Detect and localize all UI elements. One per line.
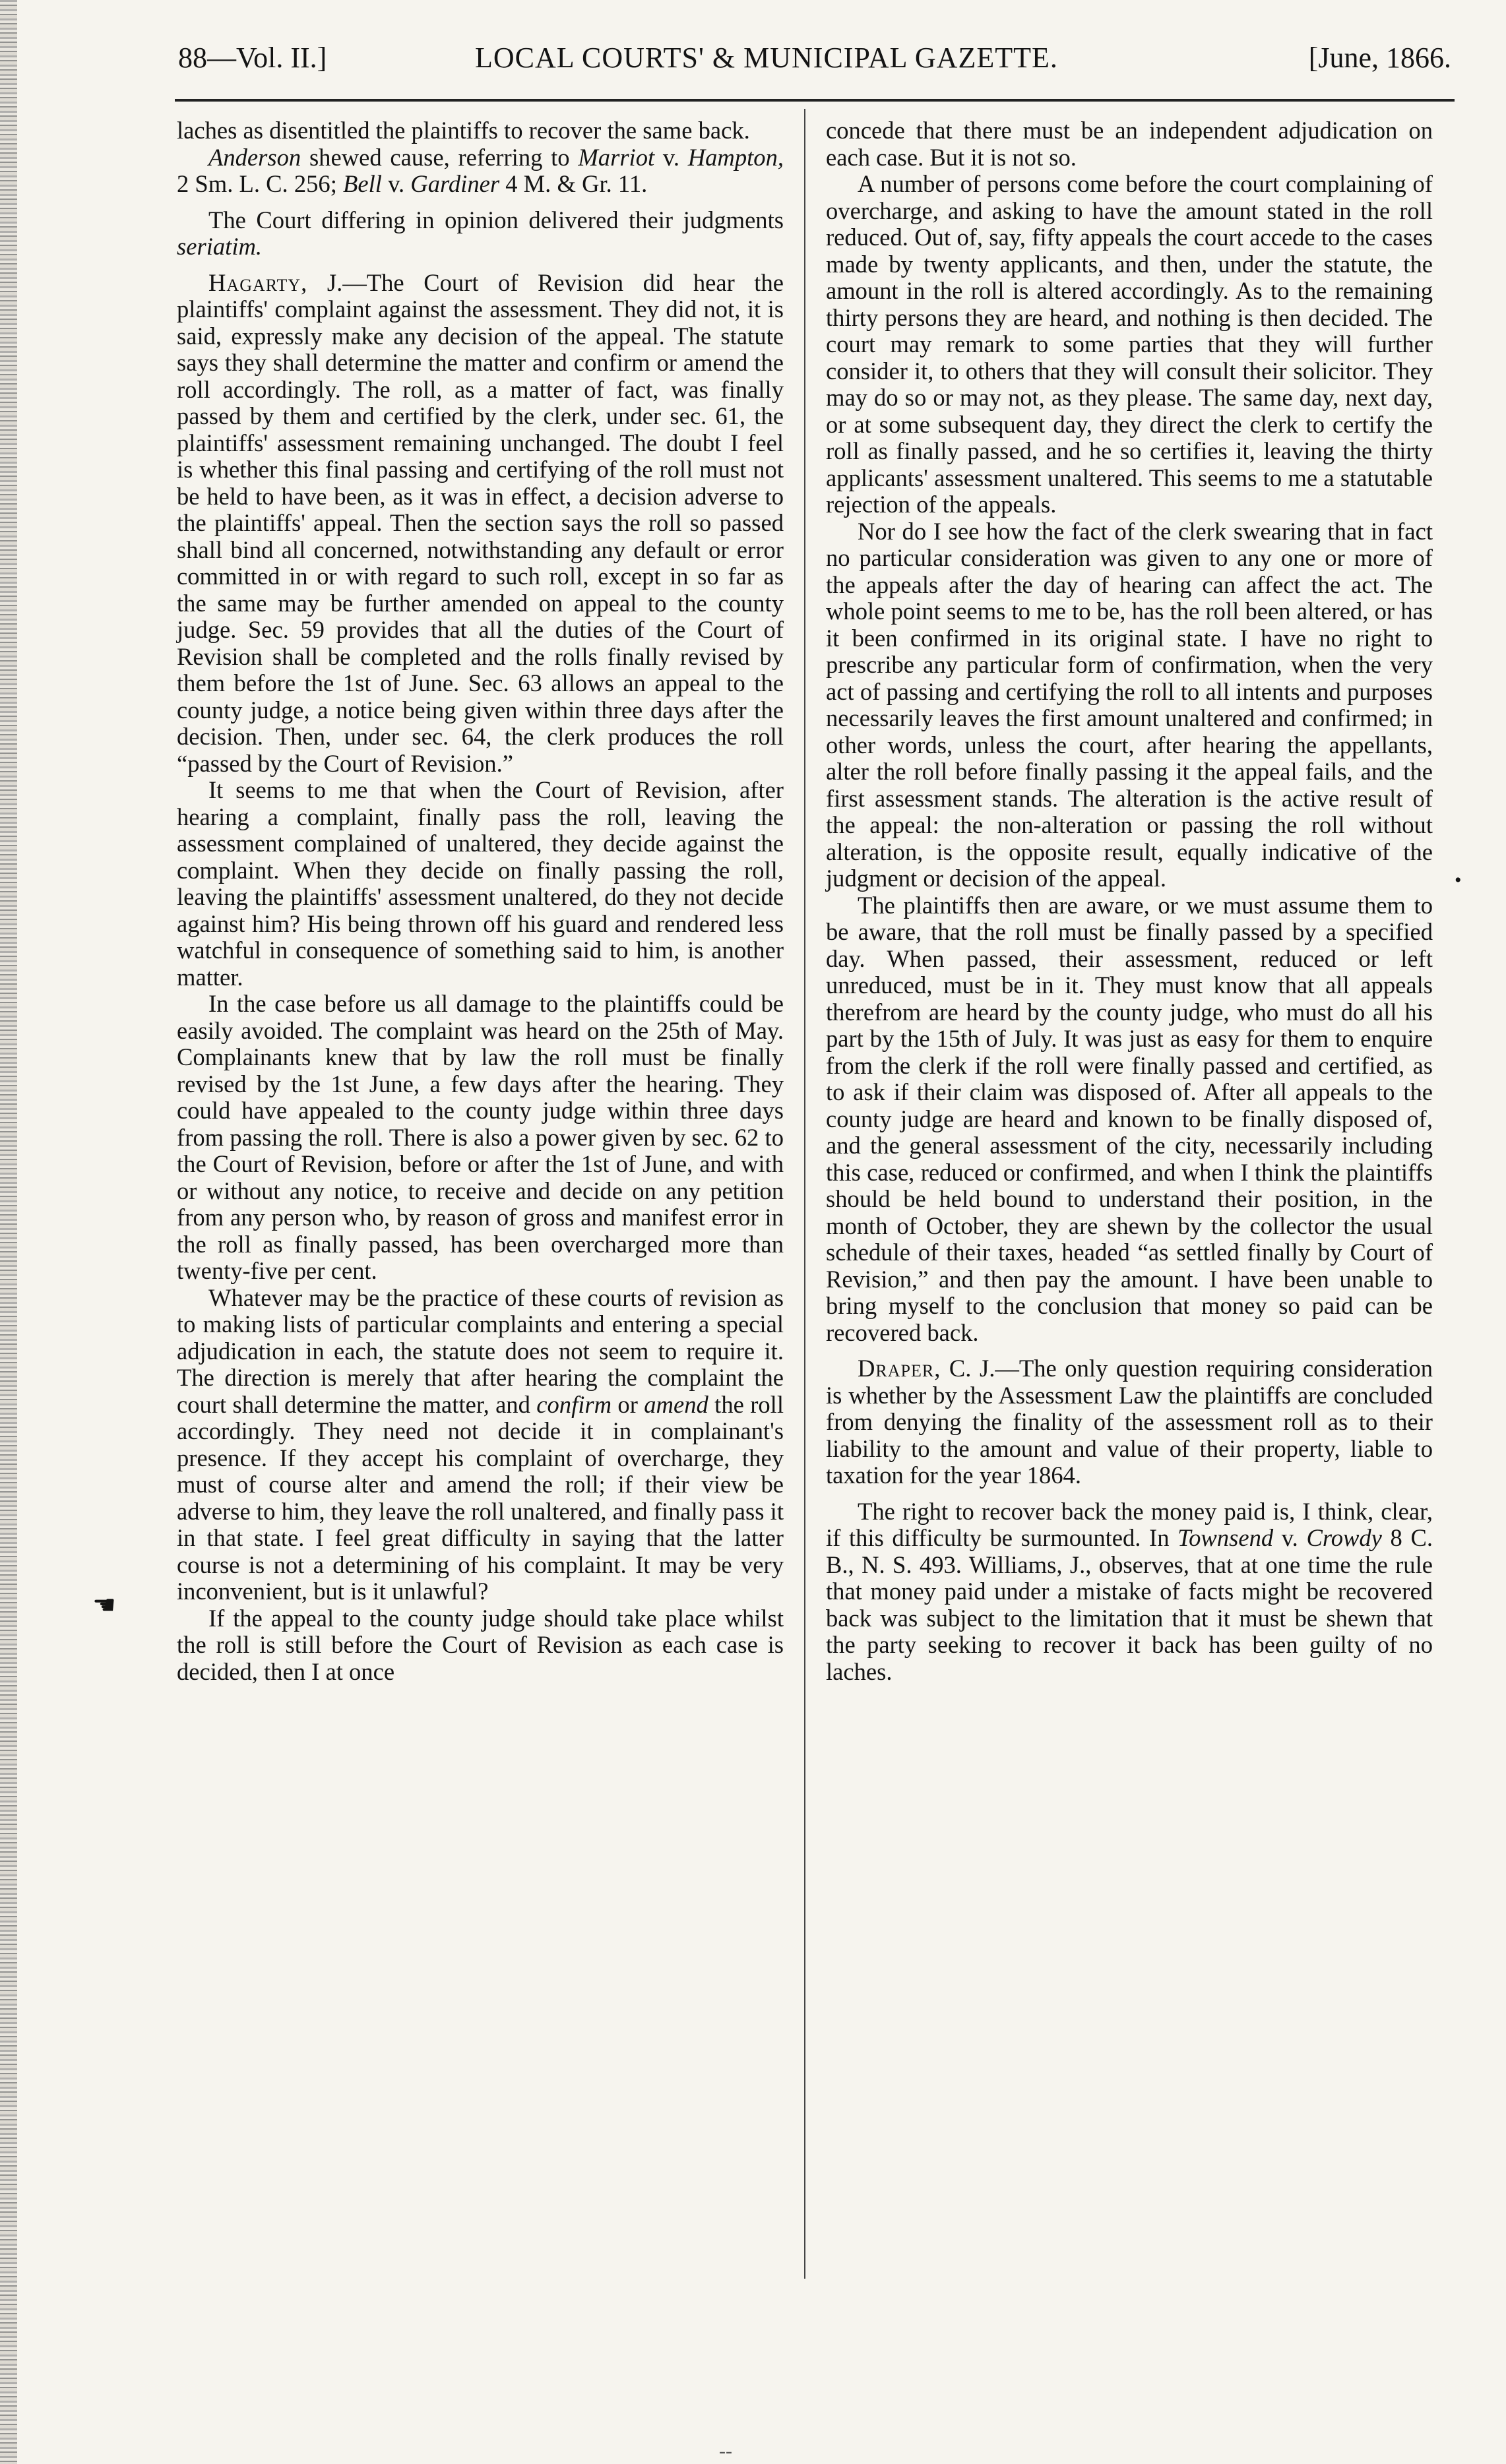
text-run: or bbox=[612, 1390, 644, 1418]
paragraph: In the case before us all damage to the plaintiffs could be easily avoided. The complaint was heard on the 25th of May. Complainants knew that by law the roll must be finally revised by the 1st June, a few days after the hearing. They could have appealed to the county judge within three days from passing the roll. There is also a power given by sec. 62 to the Court of Revision, before or after the 1st of June, and with or without any notice, to receive and decide on any petition from any person who, by reason of gross and manifest error in the roll as finally passed, has been overcharged more than twenty-five per cent. bbox=[177, 990, 784, 1284]
text-run: 8 C. B., N. S. 493. Williams, J., observes, that at one time the rule that money paid under a mistake of facts might be recovered back was subject to the limitation that it must be shewn that the party seeking to recover it back has been guilty of no laches. bbox=[826, 1524, 1433, 1685]
text-run: Whatever may be the practice of these courts of revision as to making lists of particular complaints and entering a special adjudication in each, the statute does not seem to require it. The direction is merely that after hearing the complaint the court shall determine the matter, and bbox=[177, 1283, 784, 1418]
bottom-mark: -- bbox=[719, 2440, 732, 2462]
text-run: The Court differing in opinion delivered their judgments bbox=[208, 206, 784, 233]
margin-dot: • bbox=[1455, 869, 1462, 891]
header-rule bbox=[175, 99, 1455, 102]
italic-text: Marriot bbox=[578, 143, 655, 171]
italic-text: Bell bbox=[343, 170, 382, 197]
text-run: C. J.—The only question requiring consideration is whether by the Assessment Law the plaintiffs are concluded from denying the finality of the assessment roll as to their liability to the amount and value of their property, liable to taxation for the year 1864. bbox=[826, 1355, 1433, 1489]
paragraph: It seems to me that when the Court of Revision, after hearing a complaint, finally pass the roll, leaving the assessment complained of unaltered, they decide against the complaint. When they decide on finally passing the roll, leaving the plaintiffs' assessment unaltered, do they not decide against him? His being thrown off his guard and rendered less watchful in consequence of something said to him, is another matter. bbox=[177, 776, 784, 991]
paragraph: If the appeal to the county judge should take place whilst the roll is still before the Court of Revision as each case is decided, then I at once bbox=[177, 1604, 784, 1685]
paragraph: Nor do I see how the fact of the clerk swearing that in fact no particular consideration was given to any one or more of the appeals after the day of hearing can affect the act. The whole point seems to me to be, has the roll been altered, or has it been confirmed in its original state. I have no right to prescribe any particular form of confirmation, when the very act of passing and certifying the roll to all intents and purposes necessarily leaves the first amount unaltered and confirmed; in other words, unless the court, after hearing the appellants, alter the roll before finally passing it the appeal fails, and the first assessment stands. The alteration is the active result of the appeal: the non-alteration or passing the roll without alteration, is the opposite result, equally indicative of the judgment or decision of the appeal. bbox=[826, 517, 1433, 892]
paragraph: laches as disentitled the plaintiffs to recover the same back. bbox=[177, 117, 750, 144]
right-column bbox=[826, 117, 1433, 1685]
left-column bbox=[177, 117, 784, 1685]
page-header bbox=[178, 41, 1451, 80]
paragraph bbox=[177, 207, 784, 261]
text-run: 2 Sm. L. C. 256; bbox=[177, 170, 344, 197]
text-run: shewed cause, referring to bbox=[301, 143, 579, 171]
paragraph: The plaintiffs then are aware, or we must assume them to be aware, that the roll must be finally passed by a specified day. When passed, their assessment, reduced or left unreduced, must be in it. They must know that all appeals therefrom are heard by the county judge, who must do all his part by the 15th of July. It was just as easy for them to enquire from the clerk if the roll were finally passed and certified, as to ask if their claim was disposed of. After all appeals to the county judge are heard and known to be finally disposed of, and the general assessment of the city, necessarily including this case, reduced or confirmed, and when I think the plaintiffs should be held bound to understand their position, in the month of October, they are shewn by the collector the usual schedule of their taxes, headed “as settled finally by Court of Revision,” and then pay the amount. I have been unable to bring myself to the conclusion that money so paid can be recovered back. bbox=[826, 891, 1433, 1346]
paragraph bbox=[177, 270, 784, 778]
paragraph: A number of persons come before the court complaining of overcharge, and asking to have the amount stated in the roll reduced. Out of, say, fifty appeals the court accede to the cases made by twenty applicants, and then, under the statute, the amount in the roll is altered accordingly. As to the remaining thirty persons they are heard, and nothing is then decided. The court may remark to some parties that they will further consider it, to others that they will consult their solicitor. They may do so or may not, as they please. The same day, next day, or at some subsequent day, they direct the clerk to certify the roll as finally passed, and he so certifies it, leaving the thirty applicants' assessment unaltered. This seems to me a statutable rejection of the appeals. bbox=[826, 170, 1433, 518]
text-run: The right to recover back the money paid is, I think, clear, if this difficulty be surmounted. In bbox=[826, 1497, 1433, 1551]
italic-text: Townsend bbox=[1177, 1524, 1274, 1551]
text-run: v. bbox=[654, 143, 688, 171]
margin-mark: ☚ bbox=[92, 1590, 116, 1620]
text-run: 4 M. & Gr. 11. bbox=[499, 170, 648, 197]
italic-text: amend bbox=[644, 1390, 708, 1418]
paragraph bbox=[826, 1355, 1433, 1489]
text-run: v. bbox=[381, 170, 411, 197]
publication-title: LOCAL COURTS' & MUNICIPAL GAZETTE. bbox=[475, 42, 1058, 74]
paragraph bbox=[826, 1498, 1433, 1686]
italic-text: Gardiner bbox=[410, 170, 500, 197]
italic-text: Hampton, bbox=[687, 143, 784, 171]
column-divider bbox=[804, 109, 805, 2279]
page-number: 88—Vol. II.] bbox=[178, 42, 327, 74]
judge-name: Draper, bbox=[858, 1355, 941, 1382]
paragraph bbox=[177, 1285, 784, 1605]
text-run: the roll accordingly. They need not decide it in complainant's presence. If they accept his complaint of overcharge, they must of course alter and amend the roll; if their view be adverse to him, they leave the roll unaltered, and finally pass it in that state. I feel great difficulty in saying that the latter course is not a determining of his complaint. It may be very inconvenient, but is it unlawful? bbox=[177, 1390, 784, 1605]
text-run: J.—The Court of Revision did hear the plaintiffs' complaint against the assessment. They did not, it is said, expressly make any decision of the appeal. The statute says they shall determine the matter and confirm or amend the roll accordingly. The roll, as a matter of fact, was finally passed by them and certified by the clerk, under sec. 61, the plaintiffs' assessment remaining unchanged. The doubt I feel is whether this final passing and certifying of the roll must not be held to have been, as it was in effect, a decision adverse to the plaintiffs' appeal. Then the section says the roll so passed shall bind all concerned, notwithstanding any default or error committed in or with regard to such roll, except in so far as the same may be further amended on appeal to the county judge. Sec. 59 provides that all the duties of the Court of Revision shall be completed and the rolls finally revised by them before the 1st of June. Sec. 63 allows an appeal to the county judge, a notice being given within three days after the decision. Then, under sec. 64, the clerk produces the roll “passed by the Court of Revision.” bbox=[177, 268, 784, 777]
italic-text: Anderson bbox=[208, 143, 301, 171]
text-run: v. bbox=[1273, 1524, 1307, 1551]
italic-text: Crowdy bbox=[1306, 1524, 1382, 1551]
italic-text: confirm bbox=[536, 1390, 612, 1418]
paragraph bbox=[177, 144, 784, 198]
issue-date: [June, 1866. bbox=[1308, 42, 1451, 74]
paragraph: concede that there must be an independent adjudication on each case. But it is not so. bbox=[826, 117, 1433, 171]
judge-name: Hagarty, bbox=[208, 268, 308, 296]
italic-text: seriatim. bbox=[177, 233, 263, 260]
binding-edge bbox=[0, 0, 17, 2464]
